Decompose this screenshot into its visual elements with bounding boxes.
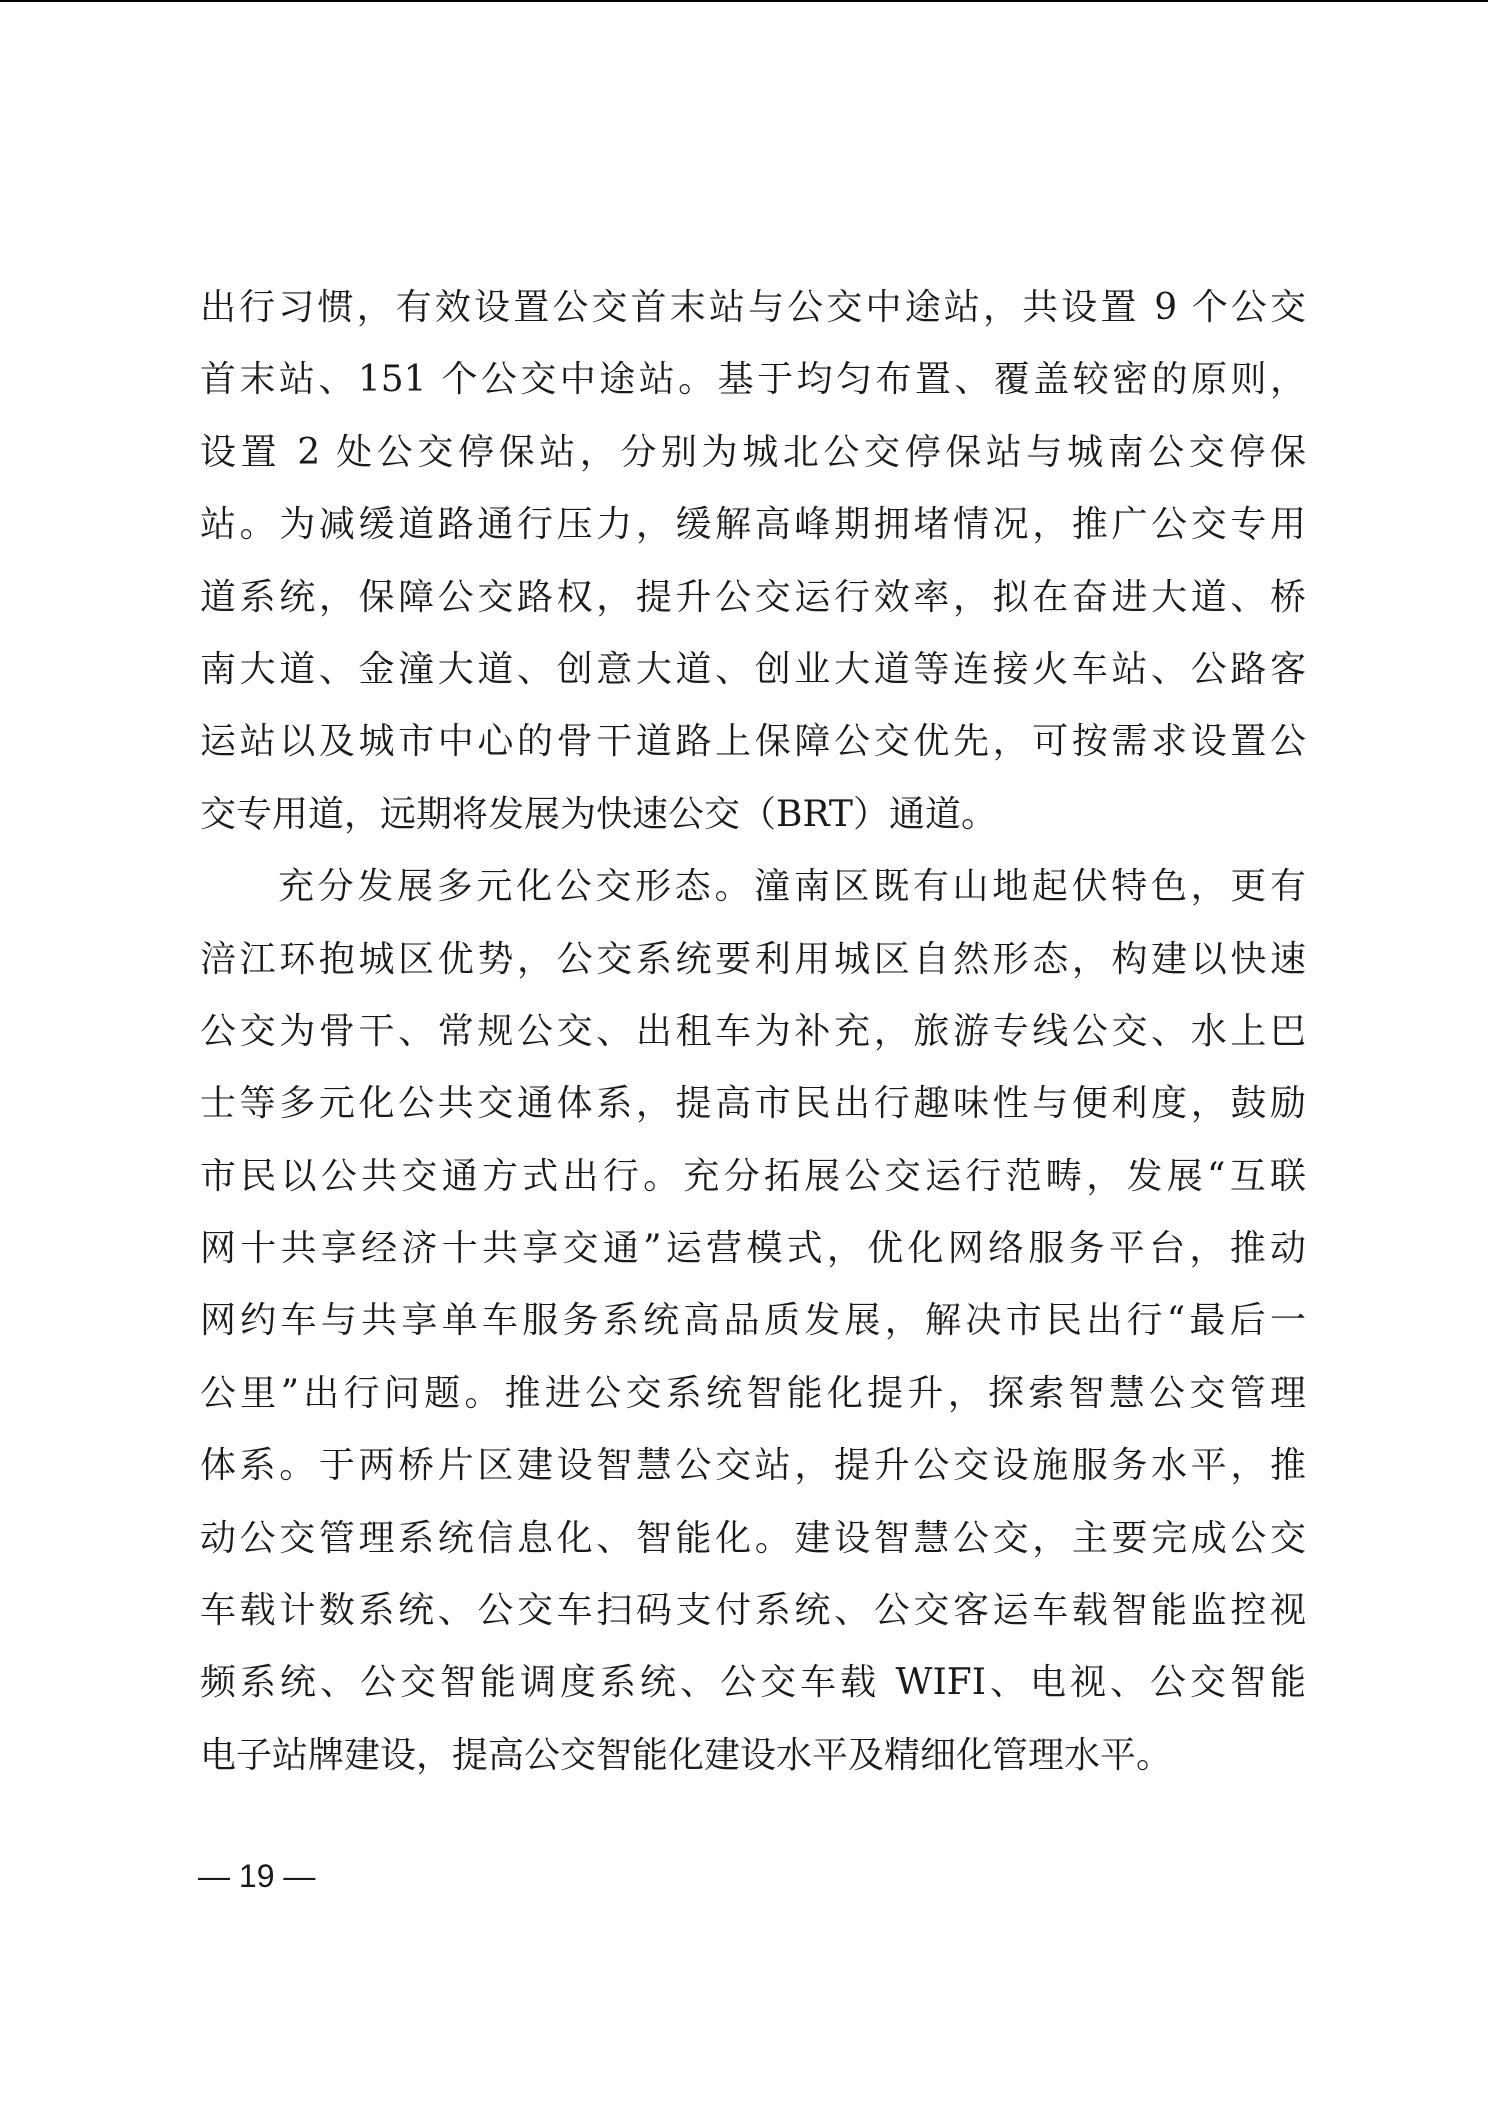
text-line: 网十共享经济十共享交通”运营模式，优化网络服务平台，推动 xyxy=(200,1228,1306,1270)
text-line: 运站以及城市中心的骨干道路上保障公交优先，可按需求设置公 xyxy=(200,721,1306,763)
text-line: 南大道、金潼大道、创意大道、创业大道等连接火车站、公路客 xyxy=(200,648,1306,690)
text-line: 道系统，保障公交路权，提升公交运行效率，拟在奋进大道、桥 xyxy=(200,576,1306,618)
text-line: 充分发展多元化公交形态。潼南区既有山地起伏特色，更有 xyxy=(278,866,1306,908)
text-line: 频系统、公交智能调度系统、公交车载 WIFI、电视、公交智能 xyxy=(200,1662,1306,1704)
text-line: 动公交管理系统信息化、智能化。建设智慧公交，主要完成公交 xyxy=(200,1517,1306,1559)
text-line: 设置 2 处公交停保站，分别为城北公交停保站与城南公交停保 xyxy=(200,431,1306,473)
text-line: 交专用道，远期将发展为快速公交（BRT）通道。 xyxy=(200,793,997,835)
text-line: 公交为骨干、常规公交、出租车为补充，旅游专线公交、水上巴 xyxy=(200,1010,1306,1052)
text-line: 公里”出行问题。推进公交系统智能化提升，探索智慧公交管理 xyxy=(200,1372,1306,1414)
text-line: 电子站牌建设，提高公交智能化建设水平及精细化管理水平。 xyxy=(200,1734,1173,1776)
top-border-line xyxy=(0,0,1488,2)
text-line: 网约车与共享单车服务系统高品质发展，解决市民出行“最后一 xyxy=(200,1300,1306,1342)
text-line: 涪江环抱城区优势，公交系统要利用城区自然形态，构建以快速 xyxy=(200,938,1306,980)
text-line: 市民以公共交通方式出行。充分拓展公交运行范畴，发展“互联 xyxy=(200,1155,1306,1197)
body-text xyxy=(200,272,1306,1792)
text-line: 士等多元化公共交通体系，提高市民出行趣味性与便利度，鼓励 xyxy=(200,1083,1306,1125)
text-line: 站。为减缓道路通行压力，缓解高峰期拥堵情况，推广公交专用 xyxy=(200,504,1306,546)
text-line: 体系。于两桥片区建设智慧公交站，提升公交设施服务水平，推 xyxy=(200,1445,1306,1487)
text-line: 车载计数系统、公交车扫码支付系统、公交客运车载智能监控视 xyxy=(200,1590,1306,1632)
page-number: — 19 — xyxy=(198,1858,316,1894)
text-line: 出行习惯，有效设置公交首末站与公交中途站，共设置 9 个公交 xyxy=(200,287,1306,328)
text-line: 首末站、151 个公交中途站。基于均匀布置、覆盖较密的原则， xyxy=(200,359,1306,401)
